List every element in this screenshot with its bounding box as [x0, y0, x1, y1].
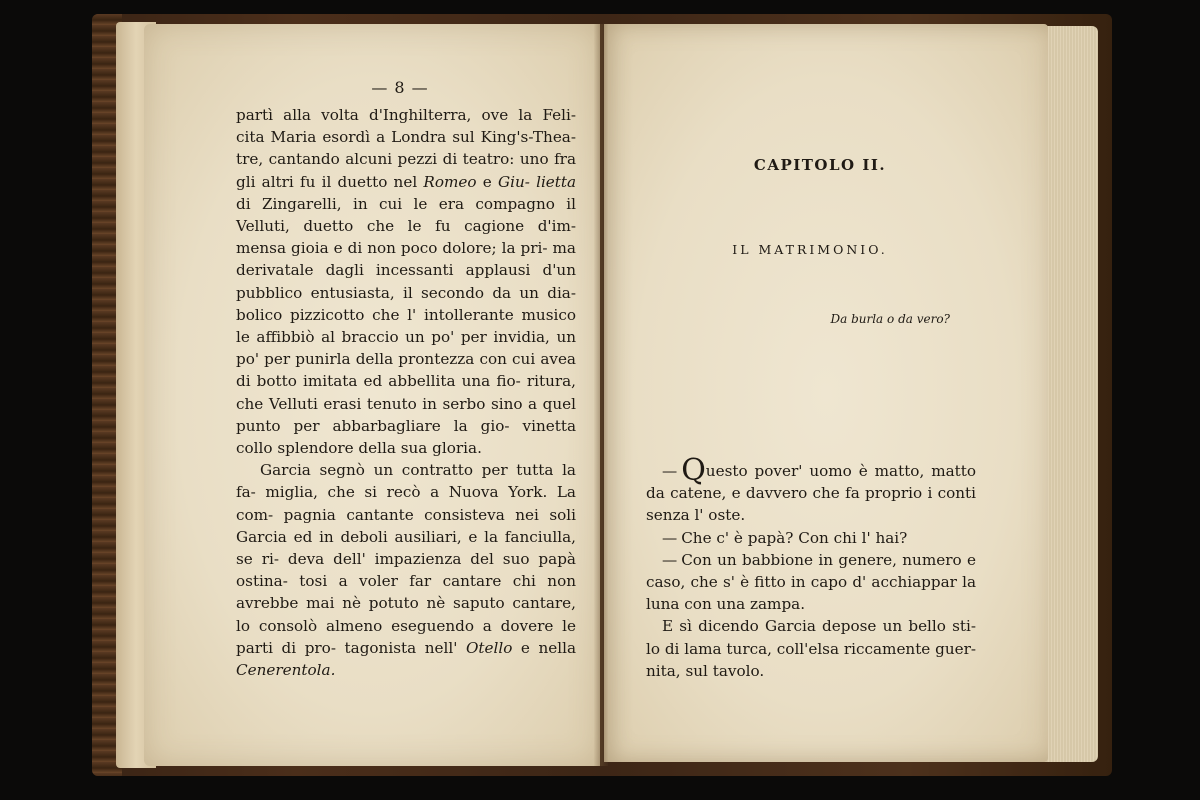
text-line: fra gli altri fu il duetto nel: [236, 150, 576, 191]
text-line: e: [482, 172, 492, 191]
text-line: sino a quel punto per abbarbagliare la gio-: [236, 394, 576, 435]
text-line: cita Maria esordì a Londra sul King's-Thea-: [236, 128, 576, 147]
text-line: vinetta collo splendore della sua gloria.: [236, 416, 576, 458]
text-line: uesto pover' uomo è matto, matto: [705, 462, 976, 480]
italic-title-romeo: Romeo: [423, 172, 477, 191]
italic-title-giulietta-part: lietta: [536, 172, 577, 191]
text-line: ritura, che Velluti erasi tenuto in serbo: [236, 372, 576, 413]
dialogue-dash: —: [662, 462, 678, 480]
left-page-body: [236, 104, 576, 681]
chapter-subtitle: IL MATRIMONIO.: [732, 242, 888, 257]
dialogue-dash: —: [662, 550, 678, 569]
text-line: le affibbiò al braccio un po' per invidia,: [236, 328, 550, 347]
text-line: un po' per punirla della prontezza con cui: [236, 328, 577, 369]
drop-cap: Q: [681, 453, 706, 488]
text-line: avea di botto imitata ed abbellita una fio-: [236, 350, 576, 391]
right-paragraph-1: [646, 453, 976, 527]
page-number: — 8 —: [371, 78, 429, 97]
text-line: pubblico entusiasta, il secondo da un dia-: [236, 283, 576, 302]
text-line: la luna con una zampa.: [646, 573, 977, 614]
text-line: deva dell' impazienza del suo papà ostina-: [236, 550, 576, 591]
right-page-stack: [1044, 26, 1098, 762]
left-paragraph-2: [236, 459, 576, 681]
text-line: da catene, e davvero che fa proprio i conti: [646, 484, 976, 503]
text-line: mensa gioia e di non poco dolore; la pri-: [236, 239, 548, 258]
epigraph: Da burla o da vero?: [830, 312, 950, 326]
text-line: nita, sul tavolo.: [646, 661, 765, 680]
text-line: ma derivatale dagli incessanti applausi d'un: [236, 239, 576, 280]
text-line: Con un babbione in genere, numero: [681, 550, 962, 569]
text-line: Che c' è papà? Con chi l' hai?: [681, 528, 908, 547]
italic-title-cenerentola: Cenerentola.: [236, 661, 336, 680]
left-paragraph-1: [236, 104, 576, 459]
text-line: il Velluti, duetto che le fu cagione d'im-: [236, 194, 576, 236]
book-gutter: [594, 24, 608, 766]
text-line: bolico pizzicotto che l' intollerante musico: [236, 305, 576, 324]
text-line: e caso, che s' è fitto in capo d' acchiappar: [646, 550, 976, 592]
text-line: e nella: [520, 638, 576, 657]
text-line: tre, cantando alcuni pezzi di teatro: uno: [236, 150, 549, 169]
right-paragraph-4: [646, 615, 976, 682]
text-line: senza l' oste.: [646, 506, 746, 525]
right-page-body: [646, 453, 977, 682]
italic-title-otello: Otello: [465, 638, 513, 657]
text-line: di Zingarelli, in cui le era compagno: [236, 194, 555, 213]
text-line: mai nè potuto nè saputo cantare, lo consolò: [236, 594, 576, 635]
text-line: ed in deboli ausiliari, e la fanciulla, se ri-: [236, 527, 577, 569]
text-line: tosi a voler far cantare chi non avrebbe: [236, 572, 576, 613]
dialogue-dash: —: [662, 528, 678, 547]
right-paragraph-3: [646, 549, 976, 616]
text-line: Garcia segnò un contratto per tutta la fa-: [236, 461, 576, 502]
text-line: E sì dicendo Garcia depose un bello sti-: [662, 617, 976, 636]
chapter-title: CAPITOLO II.: [753, 156, 887, 174]
text-line: miglia, che si recò a Nuova York. La com-: [236, 483, 576, 524]
text-line: tagonista nell': [344, 638, 458, 657]
italic-title-giulietta-part: Giu-: [497, 172, 530, 191]
text-line: almeno eseguendo a dovere le parti di pro-: [236, 616, 577, 657]
text-line: lo di lama turca, coll'elsa riccamente guer-: [646, 639, 977, 658]
right-paragraph-2: [646, 527, 976, 549]
text-line: partì alla volta d'Inghilterra, ove la Feli-: [236, 106, 576, 124]
text-line: pagnia cantante consisteva nei soli Garcia: [236, 505, 577, 546]
